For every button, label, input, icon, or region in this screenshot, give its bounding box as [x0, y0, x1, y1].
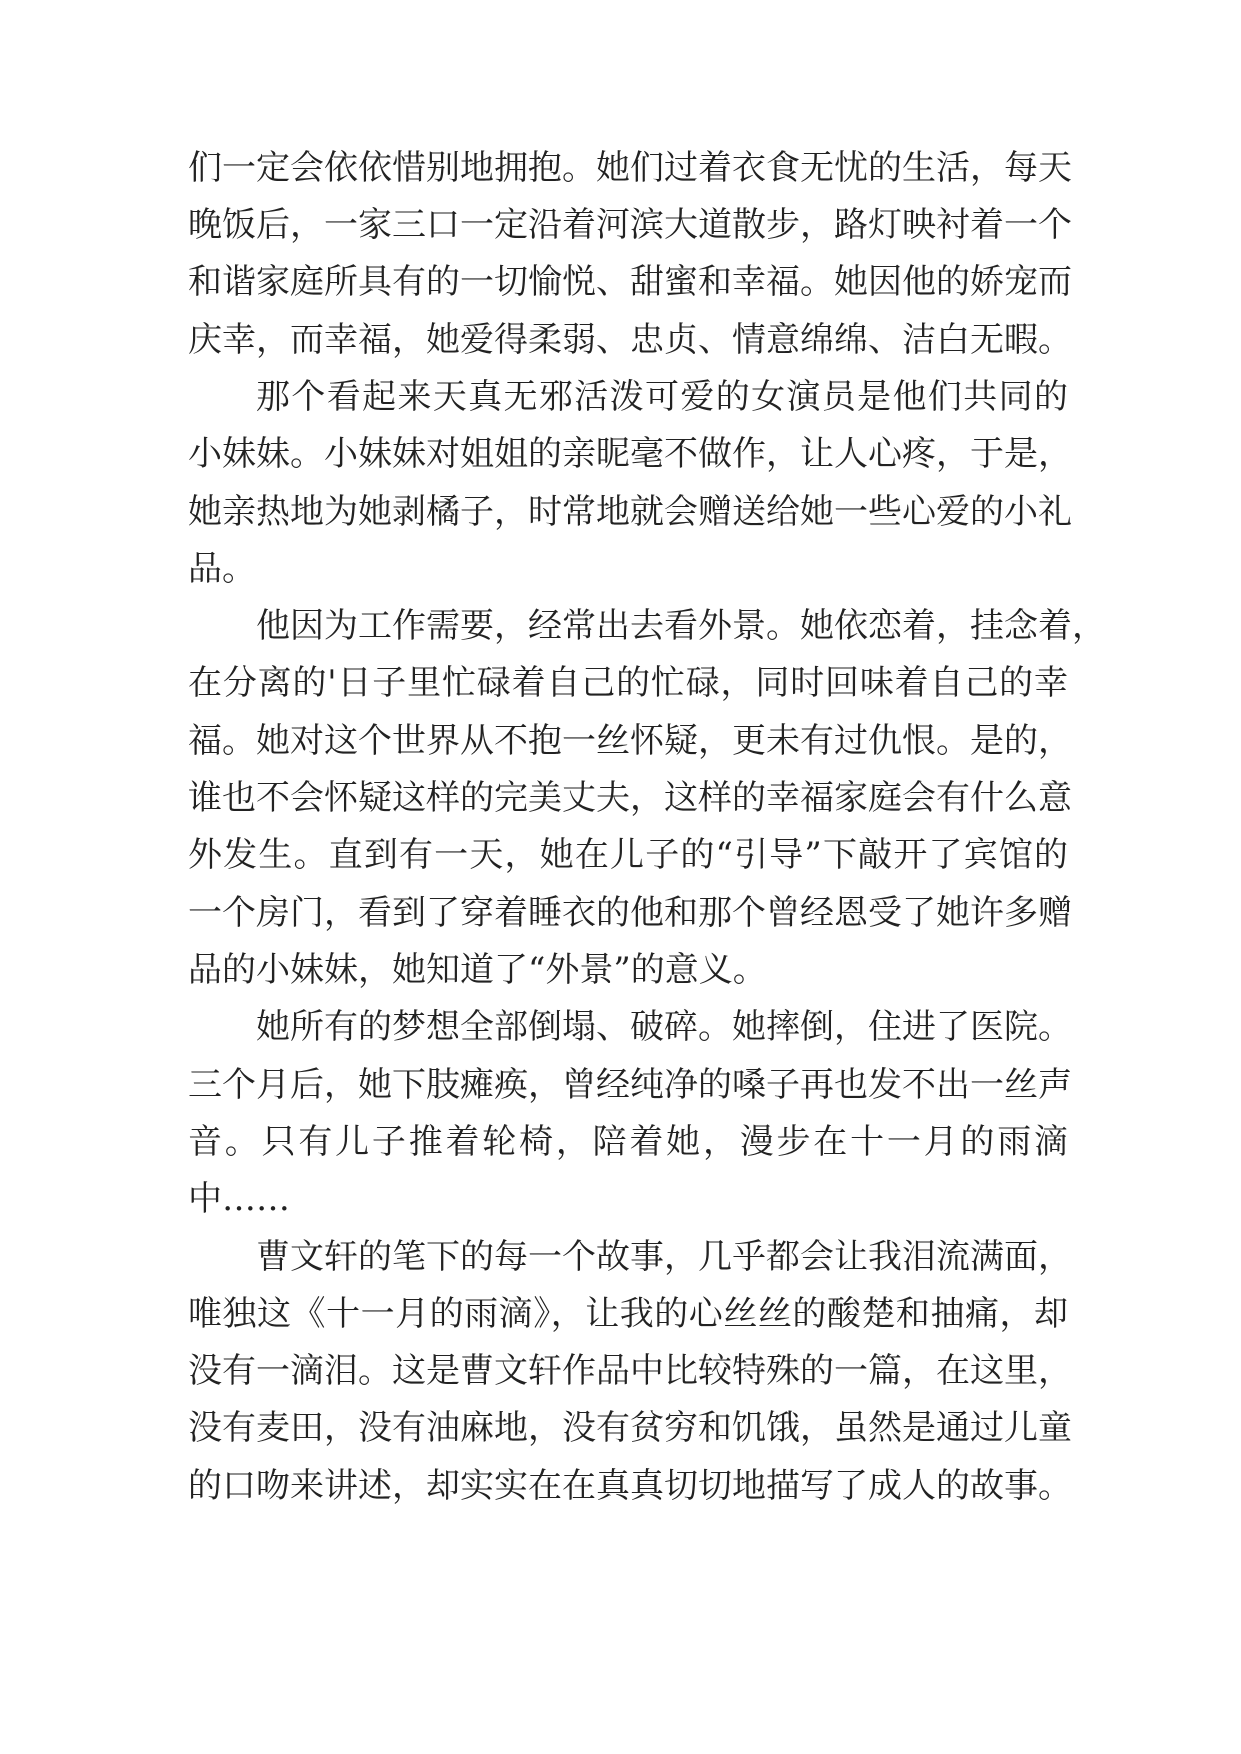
text-line: 没有麦田，没有油麻地，没有贫穷和饥饿，虽然是通过儿童 [188, 1408, 1072, 1448]
text-line: 品的小妹妹，她知道了“外景”的意义。 [188, 950, 767, 990]
text-line: 们一定会依依惜别地拥抱。她们过着衣食无忧的生活，每天 [188, 148, 1072, 188]
paragraph-first-line: 她所有的梦想全部倒塌、破碎。她摔倒，住进了医院。 [256, 1007, 1072, 1047]
text-line: 的口吻来讲述，却实实在在真真切切地描写了成人的故事。 [188, 1466, 1072, 1506]
paragraph-first-line: 他因为工作需要，经常出去看外景。她依恋着，挂念着， [256, 606, 1106, 646]
text-line: 谁也不会怀疑这样的完美丈夫，这样的幸福家庭会有什么意 [188, 778, 1072, 818]
text-line: 一个房门，看到了穿着睡衣的他和那个曾经恩受了她许多赠 [188, 893, 1072, 933]
text-line: 晚饭后，一家三口一定沿着河滨大道散步，路灯映衬着一个 [188, 205, 1072, 245]
text-line: 庆幸，而幸福，她爱得柔弱、忠贞、情意绵绵、洁白无暇。 [188, 320, 1072, 360]
text-line: 外发生。直到有一天，她在儿子的“引导”下敲开了宾馆的 [188, 835, 1068, 875]
text-line: 和谐家庭所具有的一切愉悦、甜蜜和幸福。她因他的娇宠而 [188, 262, 1072, 302]
text-line: 没有一滴泪。这是曹文轩作品中比较特殊的一篇，在这里， [188, 1351, 1072, 1391]
paragraph-first-line: 曹文轩的笔下的每一个故事，几乎都会让我泪流满面， [256, 1237, 1072, 1277]
text-line: 三个月后，她下肢瘫痪，曾经纯净的嗓子再也发不出一丝声 [188, 1065, 1072, 1105]
text-line: 在分离的'日子里忙碌着自己的忙碌，同时回味着自己的幸 [188, 663, 1068, 703]
text-line: 她亲热地为她剥橘子，时常地就会赠送给她一些心爱的小礼 [188, 492, 1072, 532]
text-line: 品。 [188, 549, 256, 589]
text-line: 中…… [188, 1179, 290, 1219]
text-line: 音。只有儿子推着轮椅，陪着她，漫步在十一月的雨滴 [188, 1122, 1068, 1162]
text-line: 福。她对这个世界从不抱一丝怀疑，更未有过仇恨。是的， [188, 721, 1072, 761]
text-line: 小妹妹。小妹妹对姐姐的亲昵毫不做作，让人心疼，于是， [188, 434, 1072, 474]
text-line: 唯独这《十一月的雨滴》，让我的心丝丝的酸楚和抽痛，却 [188, 1294, 1068, 1334]
paragraph-first-line: 那个看起来天真无邪活泼可爱的女演员是他们共同的 [256, 377, 1068, 417]
